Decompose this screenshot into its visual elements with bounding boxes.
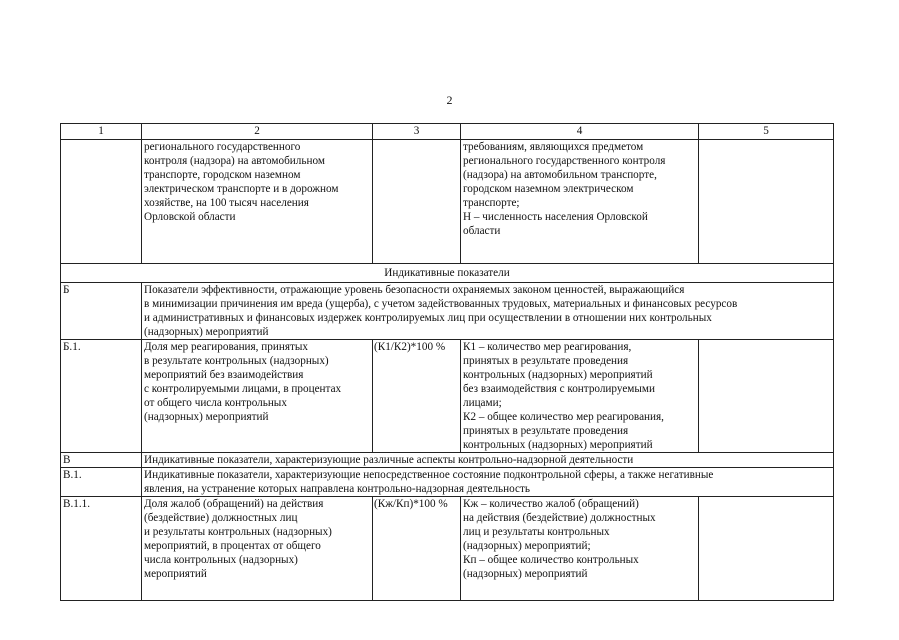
group-description-cell: Индикативные показатели, характеризующие различные аспекты контрольно-надзорной деятельности (142, 453, 834, 468)
note-cell (699, 340, 834, 453)
indicator-name-cell: Доля мер реагирования, принятых в результате контрольных (надзорных) мероприятий без взаимодействия с контролируемыми лицами, в процентах от общего числа контрольных (надзорных) мероприятий (142, 340, 373, 453)
note-cell (699, 140, 834, 264)
column-number-1: 1 (61, 124, 142, 140)
column-number-5: 5 (699, 124, 834, 140)
column-number-2: 2 (142, 124, 373, 140)
group-description-cell: Индикативные показатели, характеризующие непосредственное состояние подконтрольной сферы, а также негативные явления, на устранение которых направлена контрольно-надзорная деятельность (142, 468, 834, 497)
code-cell: В.1. (61, 468, 142, 497)
code-cell (61, 140, 142, 264)
description-cell: Кж – количество жалоб (обращений) на действия (бездействие) должностных лиц и результаты контрольных (надзорных) мероприятий; Кп – общее количество контрольных (надзорных) мероприятий (461, 497, 699, 601)
table-row-section (61, 264, 834, 283)
table-row-continuation (61, 140, 834, 264)
group-description-cell: Показатели эффективности, отражающие уровень безопасности охраняемых законом ценностей, выражающийся в минимизации причинения им вреда (ущерба), с учетом задействованных трудовых, материальных и финансовых ресурсов и административных и финансовых издержек контролируемых лиц при осуществлении в отношении них контрольных (надзорных) мероприятий (142, 283, 834, 340)
code-cell: В (61, 453, 142, 468)
table-row-v1 (61, 468, 834, 497)
description-cell: требованиям, являющихся предметом регионального государственного контроля (надзора) на автомобильном транспорте, городском наземном электрическом транспорте; Н – численность населения Орловской области (461, 140, 699, 264)
table-row-v11 (61, 497, 834, 601)
table-row-b (61, 283, 834, 340)
table-row-v (61, 453, 834, 468)
description-cell: К1 – количество мер реагирования, принятых в результате проведения контрольных (надзорных) мероприятий без взаимодействия с контролируемыми лицами; К2 – общее количество мер реагирования, принятых в результате проведения контрольных (надзорных) мероприятий (461, 340, 699, 453)
table-header-row (61, 124, 834, 140)
column-number-4: 4 (461, 124, 699, 140)
page-number: 2 (446, 93, 453, 107)
formula-cell: (К1/К2)*100 % (373, 340, 461, 453)
formula-cell: (Кж/Кп)*100 % (373, 497, 461, 601)
code-cell: Б.1. (61, 340, 142, 453)
section-heading: Индикативные показатели (61, 264, 834, 283)
code-cell: В.1.1. (61, 497, 142, 601)
indicators-table (60, 123, 834, 601)
note-cell (699, 497, 834, 601)
indicator-name-cell: Доля жалоб (обращений) на действия (бездействие) должностных лиц и результаты контрольных (надзорных) мероприятий, в процентах от общего числа контрольных (надзорных) мероприятий (142, 497, 373, 601)
column-number-3: 3 (373, 124, 461, 140)
table-row-b1 (61, 340, 834, 453)
formula-cell (373, 140, 461, 264)
code-cell: Б (61, 283, 142, 340)
indicator-name-cell: регионального государственного контроля (надзора) на автомобильном транспорте, городском наземном электрическом транспорте и в дорожном хозяйстве, на 100 тысяч населения Орловской области (142, 140, 373, 264)
